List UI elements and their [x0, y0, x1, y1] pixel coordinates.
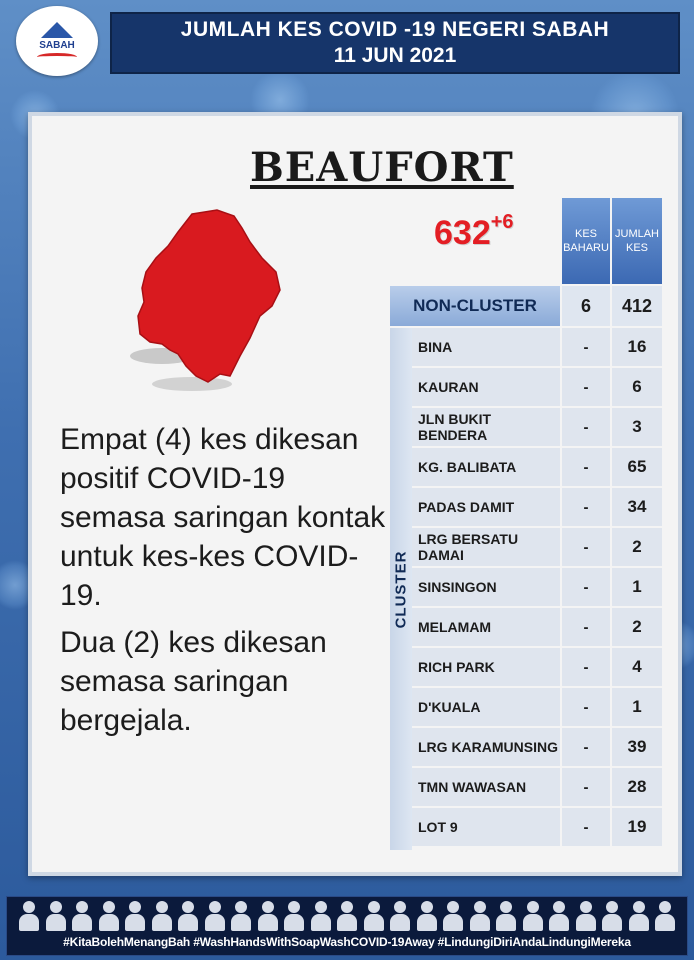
non-cluster-total: 412	[612, 286, 662, 326]
cluster-total-cases: 19	[612, 808, 662, 846]
table-row	[412, 568, 662, 606]
cluster-name: PADAS DAMIT	[412, 488, 560, 526]
person-icon	[229, 901, 253, 931]
column-header-total-cases: JUMLAH KES	[612, 198, 662, 284]
cluster-total-cases: 16	[612, 328, 662, 366]
cluster-total-cases: 4	[612, 648, 662, 686]
case-description	[60, 420, 390, 748]
person-icon	[547, 901, 571, 931]
district-name: BEAUFORT	[250, 144, 514, 191]
table-row	[412, 448, 662, 486]
cluster-name: SINSINGON	[412, 568, 560, 606]
cluster-total-cases: 2	[612, 608, 662, 646]
person-icon	[415, 901, 439, 931]
swoosh-icon	[37, 53, 77, 61]
description-paragraph-2: Dua (2) kes dikesan semasa saringan bergejala.	[60, 626, 327, 737]
person-icon	[574, 901, 598, 931]
person-icon	[521, 901, 545, 931]
footer-banner	[6, 896, 688, 956]
cluster-total-cases: 65	[612, 448, 662, 486]
person-icon	[150, 901, 174, 931]
person-icon	[97, 901, 121, 931]
person-icon	[17, 901, 41, 931]
cluster-new-cases: -	[562, 608, 610, 646]
person-icon	[468, 901, 492, 931]
column-header-new-cases: KES BAHARU	[562, 198, 610, 284]
cluster-new-cases: -	[562, 648, 610, 686]
cluster-new-cases: -	[562, 408, 610, 446]
cluster-name: TMN WAWASAN	[412, 768, 560, 806]
table-row	[412, 528, 662, 566]
cluster-new-cases: -	[562, 528, 610, 566]
cluster-name: BINA	[412, 328, 560, 366]
person-icon	[256, 901, 280, 931]
hashtags: #KitaBolehMenangBah #WashHandsWithSoapWashCOVID-19Away #LindungiDiriAndaLindungiMereka	[63, 935, 631, 949]
beaufort-map-icon	[122, 206, 292, 406]
table-row	[412, 328, 662, 366]
cluster-new-cases: -	[562, 768, 610, 806]
district-card	[28, 112, 682, 876]
people-icons	[17, 901, 677, 933]
cluster-name: LRG KARAMUNSING	[412, 728, 560, 766]
table-row	[412, 368, 662, 406]
total-increment: +6	[490, 210, 514, 233]
cluster-new-cases: -	[562, 568, 610, 606]
cluster-name: D'KUALA	[412, 688, 560, 726]
cluster-side-label	[390, 328, 412, 850]
cluster-total-cases: 2	[612, 528, 662, 566]
cluster-label: CLUSTER	[392, 550, 410, 628]
table-row	[412, 608, 662, 646]
cluster-name: KG. BALIBATA	[412, 448, 560, 486]
cluster-total-cases: 34	[612, 488, 662, 526]
person-icon	[388, 901, 412, 931]
cluster-new-cases: -	[562, 448, 610, 486]
page-title: JUMLAH KES COVID -19 NEGERI SABAH	[180, 18, 610, 41]
person-icon	[176, 901, 200, 931]
person-icon	[282, 901, 306, 931]
cluster-name: LRG BERSATU DAMAI	[412, 528, 560, 566]
person-icon	[123, 901, 147, 931]
person-icon	[362, 901, 386, 931]
cluster-new-cases: -	[562, 728, 610, 766]
table-row	[412, 688, 662, 726]
cluster-name: MELAMAM	[412, 608, 560, 646]
logo-text: SABAH	[39, 39, 75, 51]
cluster-new-cases: -	[562, 808, 610, 846]
sabah-logo	[16, 6, 98, 76]
cluster-name: LOT 9	[412, 808, 560, 846]
cluster-total-cases: 28	[612, 768, 662, 806]
table-row	[412, 488, 662, 526]
report-date: 11 JUN 2021	[333, 44, 457, 67]
cluster-total-cases: 1	[612, 568, 662, 606]
person-icon	[494, 901, 518, 931]
non-cluster-label: NON-CLUSTER	[390, 286, 560, 326]
person-icon	[70, 901, 94, 931]
table-row	[412, 808, 662, 846]
cluster-name: KAURAN	[412, 368, 560, 406]
person-icon	[335, 901, 359, 931]
cluster-name: JLN BUKIT BENDERA	[412, 408, 560, 446]
cluster-name: RICH PARK	[412, 648, 560, 686]
district-map	[122, 206, 292, 406]
person-icon	[600, 901, 624, 931]
person-icon	[309, 901, 333, 931]
person-icon	[44, 901, 68, 931]
cluster-total-cases: 6	[612, 368, 662, 406]
mountain-icon	[41, 22, 73, 38]
cluster-new-cases: -	[562, 328, 610, 366]
person-icon	[627, 901, 651, 931]
cluster-new-cases: -	[562, 688, 610, 726]
cluster-new-cases: -	[562, 368, 610, 406]
cluster-table	[412, 328, 662, 848]
description-paragraph-1: Empat (4) kes dikesan positif COVID-19 semasa saringan kontak untuk kes-kes COVID-19.	[60, 423, 386, 612]
table-row	[412, 768, 662, 806]
cluster-total-cases: 1	[612, 688, 662, 726]
cluster-total-cases: 39	[612, 728, 662, 766]
non-cluster-row	[390, 286, 662, 326]
non-cluster-new: 6	[562, 286, 610, 326]
title-banner	[110, 12, 680, 74]
total-cases	[434, 210, 514, 253]
table-row	[412, 408, 662, 446]
cluster-new-cases: -	[562, 488, 610, 526]
total-count: 632	[434, 214, 491, 252]
cluster-total-cases: 3	[612, 408, 662, 446]
table-row	[412, 728, 662, 766]
person-icon	[441, 901, 465, 931]
person-icon	[203, 901, 227, 931]
table-row	[412, 648, 662, 686]
person-icon	[653, 901, 677, 931]
